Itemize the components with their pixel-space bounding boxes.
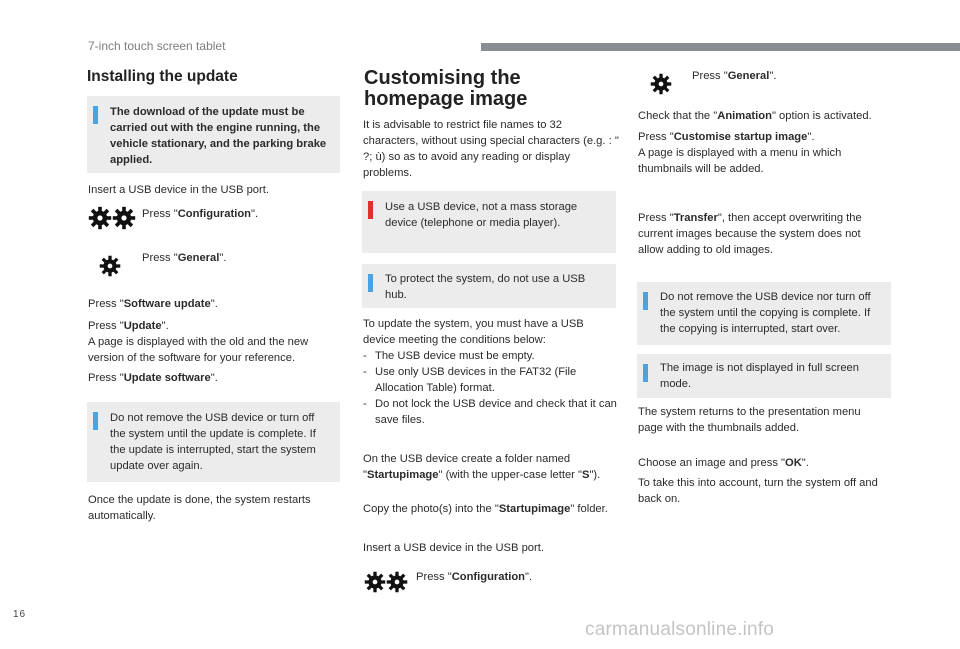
insert-usb-text-2: Insert a USB device in the USB port. [363,542,544,554]
press-configuration-text-2: Press "Configuration". [416,571,533,583]
info-marker-icon [643,364,648,382]
page-displayed-text: A page is displayed with the old and the new version of the software for your reference. [88,336,309,364]
press-general-text: Press "General". [142,252,227,264]
watermark: carmanualsonline.info [585,619,775,640]
note-text: Do not remove the USB device or turn off the system until the update is complete. If the update is interrupted, start the system update over again. [110,412,316,472]
menu-text: A page is displayed with a menu in which thumbnails will be added. [638,147,842,175]
conditions-block [363,316,618,428]
note-text: To protect the system, do not use a USB hub. [385,273,586,301]
press-update-text: Press "Update". [88,320,169,332]
press-update-software-text: Press "Update software". [88,372,218,384]
customise-block [638,129,888,177]
returns-text: The system returns to the presentation menu page with the thumbnails added. [638,406,861,434]
advisable-text: It is advisable to restrict file names to 32 characters, without using special characters (e.g. : " ?; ù) so as to avoid any reading or display problems. [363,119,619,179]
warning-note-engine [87,96,340,173]
insert-usb-text: Insert a USB device in the USB port. [88,184,269,196]
check-animation-text: Check that the "Animation" option is activated. [638,110,872,122]
section-heading-installing: Installing the update [87,68,238,85]
note-text: Do not remove the USB device nor turn off the system until the copying is complete. If the copying is interrupted, start over. [660,291,871,335]
gear-icon [650,73,672,95]
list-item: - Use only USB devices in the FAT32 (File Allocation Table) format. [363,366,577,394]
list-item: - Do not lock the USB device and check that it can save files. [363,398,617,426]
configuration-icon [88,206,136,230]
press-update-block [88,318,338,366]
note-text: The image is not displayed in full screen mode. [660,362,859,390]
gear-icon [364,571,386,593]
press-customise-text: Press "Customise startup image". [638,131,815,143]
note-full-screen [637,354,891,398]
configuration-icon [364,571,408,593]
choose-image-text: Choose an image and press "OK". [638,457,809,469]
info-marker-icon [368,274,373,292]
press-general-text-2: Press "General". [692,70,777,82]
warning-text: The download of the update must be carried out with the engine running, the vehicle stationary, and the parking brake applied. [110,106,327,166]
press-configuration-text: Press "Configuration". [142,208,259,220]
list-item: - The USB device must be empty. [363,350,535,362]
section-heading-customising: Customising the homepage image [364,67,528,110]
page-number: 16 [13,609,27,620]
header-bar [481,43,960,51]
conditions-intro: To update the system, you must have a USB device meeting the conditions below: [363,318,584,346]
gear-icon [88,206,112,230]
folder-text: On the USB device create a folder named "Startupimage" (with the upper-case letter "S"). [363,453,601,481]
info-marker-icon [93,106,98,124]
restart-text: Once the update is done, the system restarts automatically. [88,494,311,522]
conditions-list [363,348,618,428]
note-usb-hub [362,264,616,308]
gear-icon [386,571,408,593]
warning-marker-icon [368,201,373,219]
note-usb-update [87,402,340,482]
gear-icon [99,255,121,277]
take-account-text: To take this into account, turn the system off and back on. [638,477,878,505]
gear-icon [112,206,136,230]
note-red-mass-storage [362,191,616,253]
press-transfer-text: Press "Transfer", then accept overwriting the current images because the system does not allow adding to old images. [638,212,862,256]
note-text: Use a USB device, not a mass storage device (telephone or media player). [385,201,578,229]
note-usb-copying [637,282,891,345]
press-software-update-text: Press "Software update". [88,298,218,310]
copy-text: Copy the photo(s) into the "Startupimage" folder. [363,503,608,515]
info-marker-icon [93,412,98,430]
info-marker-icon [643,292,648,310]
header-label: 7-inch touch screen tablet [88,39,226,53]
